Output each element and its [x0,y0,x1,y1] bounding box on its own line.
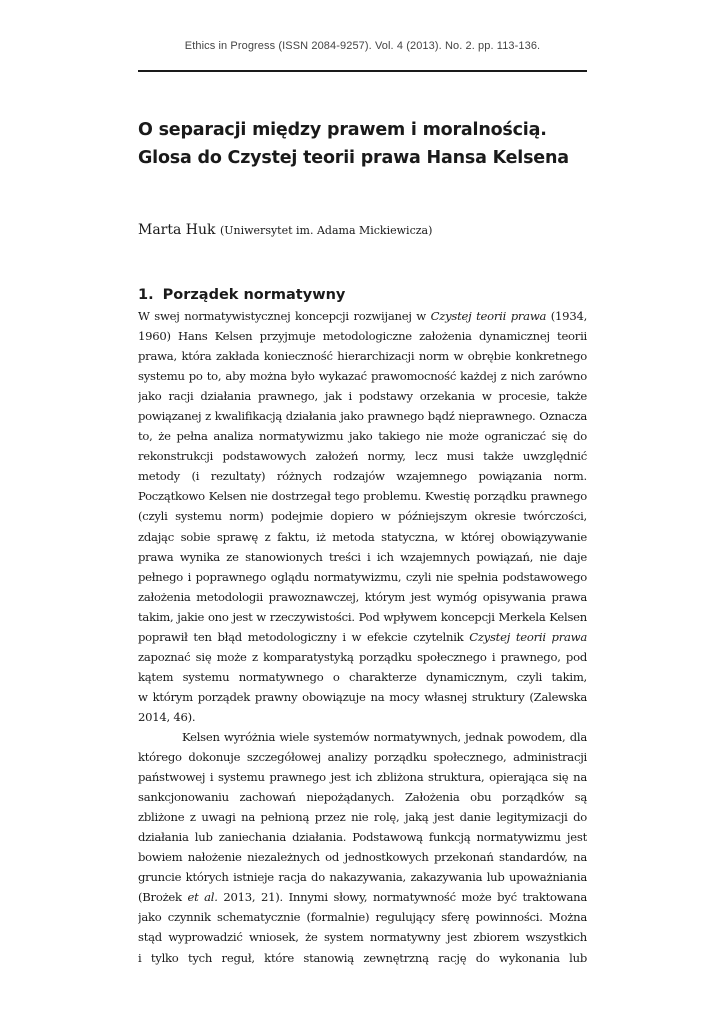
text-line: metody (i rezultaty) różnych rodzajów wzajemnego powiązania norm. [138,469,587,484]
text-line: w którym porządek prawny obowiązuje na mocy własnej struktury (Zalewska [138,689,587,704]
section-title: Porządek normatywny [162,287,346,303]
text-line: 2014, 46). [138,709,196,724]
text-line: sankcjonowaniu zachowań niepożądanych. Założenia obu porządków są [138,790,587,805]
italic-title: Czystej teorii prawa [430,309,547,323]
title-line-1: O separacji między prawem i moralnością. [138,120,547,140]
section-heading [138,287,345,303]
text-line: takim, jakie ono jest w rzeczywistości. Pod wpływem koncepcji Merkela Kelsen [138,609,587,624]
text-line: (Brożek et al. 2013, 21). Innymi słowy, normatywność może być traktowana [138,890,587,905]
text-line: systemu po to, aby można było wykazać prawomocność każdej z nich zarówno [138,369,587,384]
text-line: jako czynnik schematycznie (formalnie) regulujący sferę powinności. Można [138,910,587,925]
section-number: 1. [138,287,154,303]
text-line: zdając sobie sprawę z faktu, iż metoda statyczna, w której obowiązywanie [138,529,587,544]
header-rule [138,70,587,72]
italic-title: Czystej teorii prawa [469,629,587,644]
text-line: zapoznać się może z komparatystyką porządku społecznego i prawnego, pod [138,649,587,664]
text-line: pełnego i poprawnego oglądu normatywizmu, czyli nie spełnia podstawowego [138,569,587,584]
title-line-2: Glosa do Czystej teorii prawa Hansa Kelsena [138,148,569,168]
text-line: poprawił ten błąd metodologiczny i w efekcie czytelnik Czystej teorii prawa [138,629,587,644]
text-line: jako racji działania prawnego, jak i podstawy orzekania w procesie, także [138,389,587,404]
text-line: działania lub zaniechania działania. Podstawową funkcją normatywizmu jest [138,830,587,845]
text-line: którego dokonuje szczegółowej analizy porządku społecznego, administracji [138,750,587,765]
text-line: założenia metodologii prawoznawczej, którym jest wymóg opisywania prawa [138,589,587,604]
author-affiliation: (Uniwersytet im. Adama Mickiewicza) [219,224,433,237]
author-name: Marta Huk [138,222,216,238]
running-head: Ethics in Progress (ISSN 2084-9257). Vol. 4 (2013). No. 2. pp. 113-136. [184,40,541,52]
paragraph-2 [138,727,587,968]
body-text [138,306,587,968]
article-title [138,116,598,172]
text-line: stąd wyprowadzić wniosek, że system normatywny jest zbiorem wszystkich [138,930,587,945]
text-line: powiązanej z kwalifikacją działania jako prawnego bądź nieprawnego. Oznacza [138,409,587,424]
text-line: prawa, która zakłada konieczność hierarchizacji norm w obrębie konkretnego [138,349,587,364]
text-line: państwowej i systemu prawnego jest ich zbliżona struktura, opierająca się na [138,770,587,785]
text-line: Kelsen wyróżnia wiele systemów normatywnych, jednak powodem, dla [182,729,587,744]
text-line: (czyli systemu norm) podejmie dopiero w późniejszym okresie twórczości, [138,509,587,524]
text-line: prawa wynika ze stanowionych treści i ich wzajemnych powiązań, nie daje [138,549,587,564]
author-line [138,222,432,238]
text-line: rekonstrukcji podstawowych założeń normy, lecz musi także uwzględnić [138,449,587,464]
text-line: 1960) Hans Kelsen przyjmuje metodologiczne założenia dynamicznej teorii [138,329,587,344]
text-line: to, że pełna analiza normatywizmu jako takiego nie może ograniczać się do [138,429,587,444]
text-line: i tylko tych reguł, które stanowią zewnętrzną rację do wykonania lub [138,950,587,965]
text-line: zbliżone z uwagi na pełnioną przez nie rolę, jaką jest danie legitymizacji do [138,810,587,825]
text-line: gruncie których istnieje racja do nakazywania, zakazywania lub upoważniania [138,870,587,885]
italic-title: et al. [187,890,218,905]
text-line: kątem systemu normatywnego o charakterze dynamicznym, czyli takim, [138,669,587,684]
text-line: Początkowo Kelsen nie dostrzegał tego problemu. Kwestię porządku prawnego [138,489,587,504]
paragraph-1 [138,306,587,727]
text-line: W swej normatywistycznej koncepcji rozwijanej w Czystej teorii prawa (1934, [138,309,587,323]
text-line: bowiem nałożenie niezależnych od jednostkowych przekonań standardów, na [138,850,587,865]
